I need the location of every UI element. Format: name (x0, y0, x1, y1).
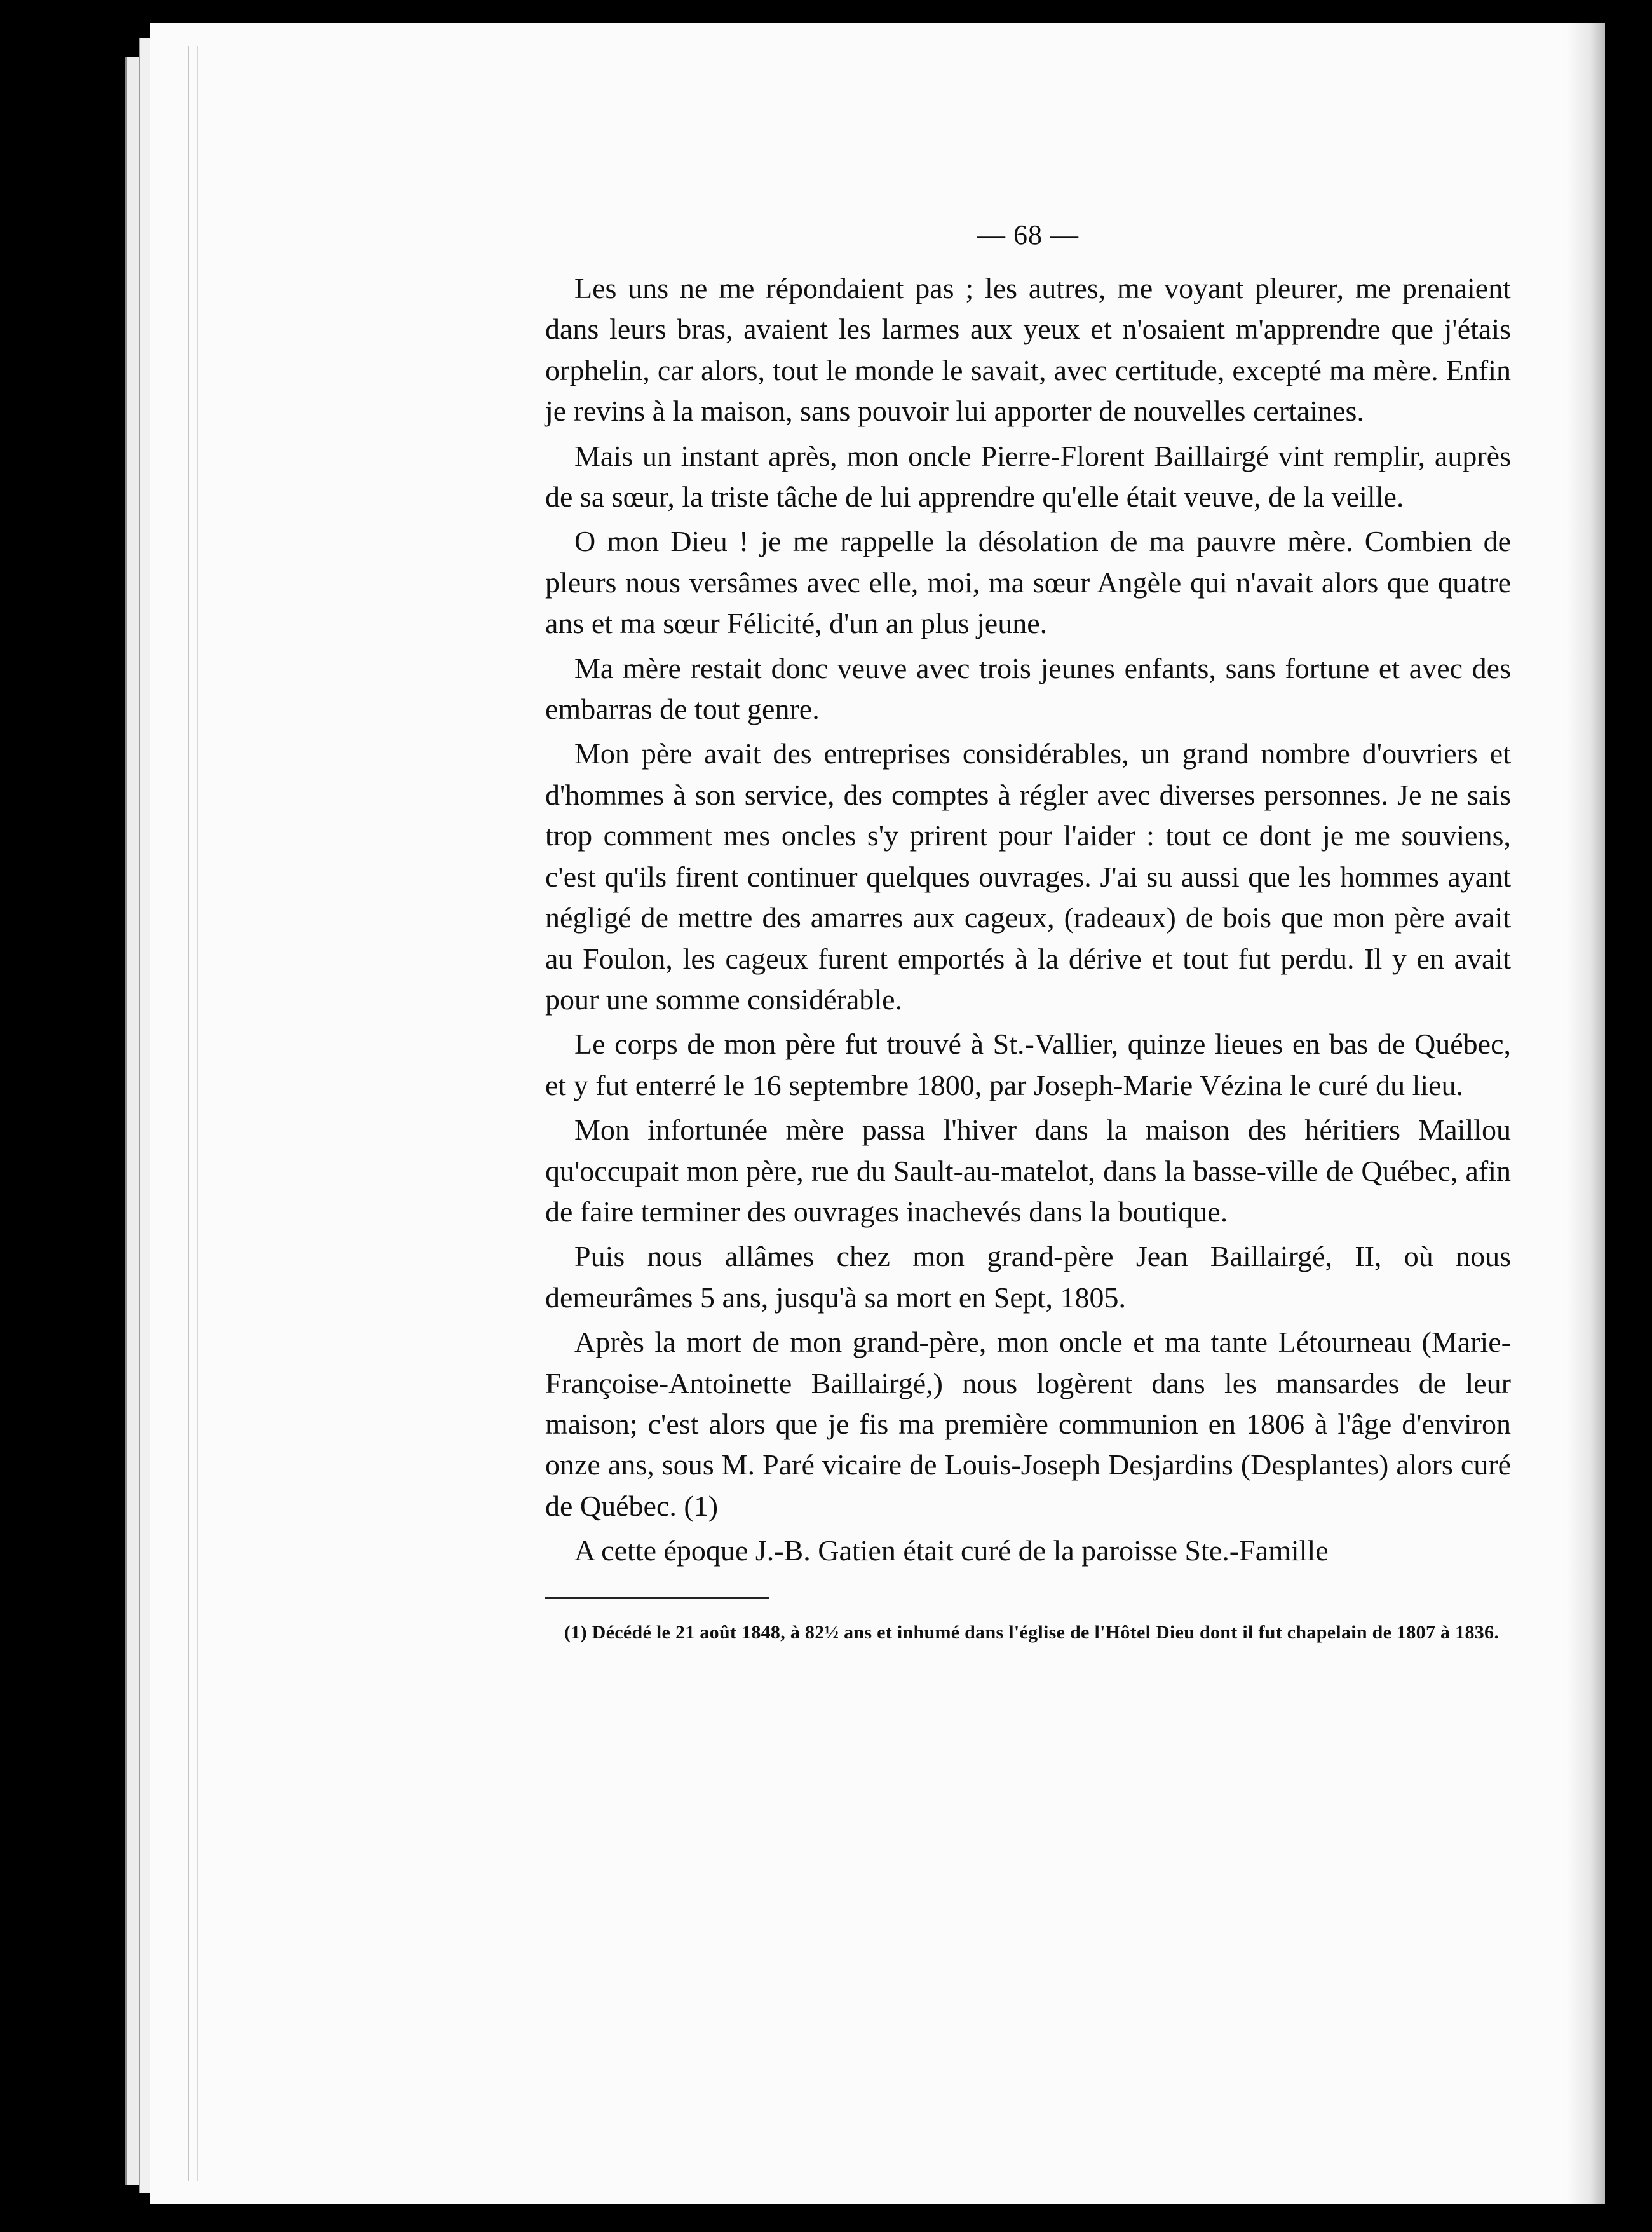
footnote: (1) Décédé le 21 août 1848, à 82½ ans et inhumé dans l'église de l'Hôtel Dieu dont il fut chapelain de 1807 à 1836. (564, 1621, 1500, 1643)
paragraph: Les uns ne me répondaient pas ; les autres, me voyant pleurer, me prenaient dans leurs bras, avaient les larmes aux yeux et n'osaient m'apprendre que j'étais orphelin, car alors, tout le monde le savait, avec certitude, excepté ma mère. Enfin je revins à la maison, sans pouvoir lui apporter de nouvelles certaines. (545, 272, 1511, 428)
paragraph: Le corps de mon père fut trouvé à St.-Vallier, quinze lieues en bas de Québec, et y fut enterré le 16 septembre 1800, par Joseph-Marie Vézina le curé du lieu. (545, 1028, 1511, 1101)
paragraph: A cette époque J.-B. Gatien était curé de la paroisse Ste.-Famille (574, 1534, 1329, 1567)
paragraph: Mon infortunée mère passa l'hiver dans la maison des héritiers Maillou qu'occupait mon père, rue du Sault-au-matelot, dans la basse-ville de Québec, afin de faire terminer des ouvrages inachevés dans la boutique. (545, 1113, 1511, 1228)
paragraph: Ma mère restait donc veuve avec trois jeunes enfants, sans fortune et avec des embarras de tout genre. (545, 651, 1511, 726)
paragraph: Mais un instant après, mon oncle Pierre-Florent Baillairgé vint remplir, auprès de sa sœur, la triste tâche de lui apprendre qu'elle était veuve, de la veille. (545, 439, 1511, 514)
page-text (545, 216, 1511, 1666)
paragraph: Après la mort de mon grand-père, mon oncle et ma tante Létourneau (Marie-Françoise-Antoinette Baillairgé,) nous logèrent dans les mansardes de leur maison; c'est alors que je fis ma première communion en 1806 à l'âge d'environ onze ans, sous M. Paré vicaire de Louis-Joseph Desjardins (Desplantes) alors curé de Québec. (1) (545, 1326, 1511, 1522)
paragraph: Mon père avait des entreprises considérables, un grand nombre d'ouvriers et d'hommes à son service, des comptes à régler avec diverses personnes. Je ne sais trop comment mes oncles s'y prirent pour l'aider : tout ce dont je me souviens, c'est qu'ils firent continuer quelques ouvrages. J'ai su aussi que les hommes ayant négligé de mettre des amarres aux cageux, (radeaux) de bois que mon père avait au Foulon, les cageux furent emportés à la dérive et tout fut perdu. Il y en avait pour une somme considérable. (545, 737, 1511, 1016)
footnote-rule (545, 1597, 769, 1599)
paragraph: Puis nous allâmes chez mon grand-père Jean Baillairgé, II, où nous demeurâmes 5 ans, jusqu'à sa mort en Sept, 1805. (545, 1240, 1511, 1314)
page-edge-line (197, 46, 198, 2181)
page-edge-line (188, 46, 189, 2181)
page-number: — 68 — (977, 219, 1079, 250)
paragraph: O mon Dieu ! je me rappelle la désolation de ma pauvre mère. Combien de pleurs nous versâmes avec elle, moi, ma sœur Angèle qui n'avait alors que quatre ans et ma sœur Félicité, d'un an plus jeune. (545, 525, 1511, 640)
spine-shadow (1567, 23, 1605, 2204)
